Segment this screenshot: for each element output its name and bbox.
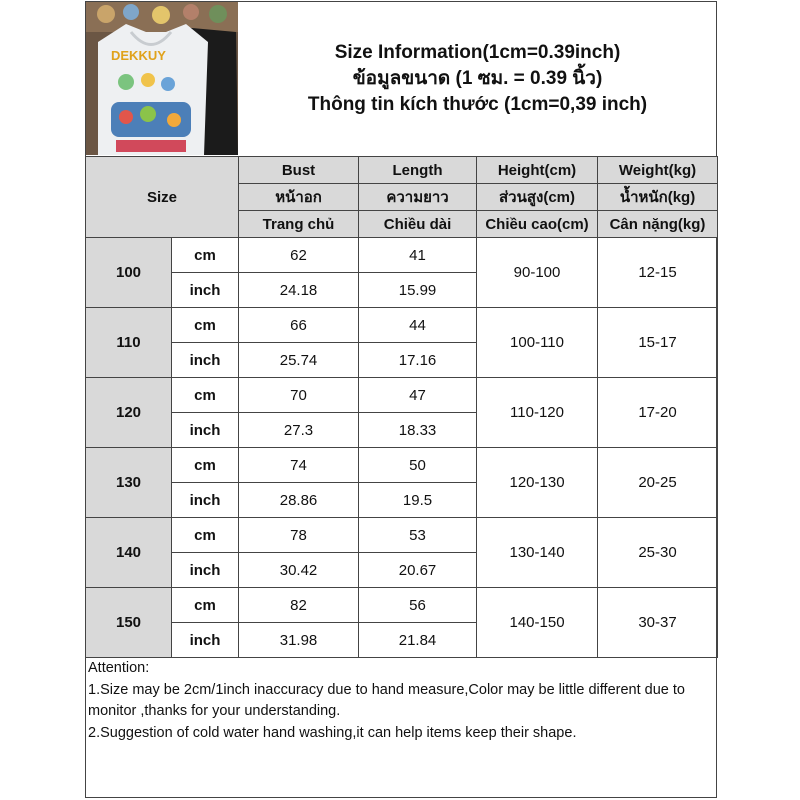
title-vietnamese: Thông tin kích thước (1cm=0,39 inch) (307, 94, 648, 115)
height-range: 100-110 (477, 308, 598, 378)
col-weight-th: น้ำหนัก(kg) (598, 184, 718, 211)
bust-inch: 30.42 (239, 553, 359, 588)
attention-notes (88, 658, 714, 744)
bust-inch: 31.98 (239, 623, 359, 658)
length-inch: 21.84 (359, 623, 477, 658)
col-length-vi: Chiều dài (359, 211, 477, 238)
vest-logo-text: DEKKUY (111, 48, 166, 63)
size-value: 130 (86, 448, 172, 518)
bust-inch: 24.18 (239, 273, 359, 308)
unit-inch: inch (172, 553, 239, 588)
bust-inch: 25.74 (239, 343, 359, 378)
weight-range: 30-37 (598, 588, 718, 658)
bust-cm: 62 (239, 238, 359, 273)
length-cm: 44 (359, 308, 477, 343)
length-cm: 41 (359, 238, 477, 273)
unit-cm: cm (172, 238, 239, 273)
bust-inch: 27.3 (239, 413, 359, 448)
title-thai: ข้อมูลขนาด (1 ซม. = 0.39 นิ้ว) (352, 68, 603, 89)
bust-cm: 70 (239, 378, 359, 413)
table-row (86, 378, 718, 413)
kids-vest-photo-icon (86, 2, 238, 155)
col-weight-vi: Cân nặng(kg) (598, 211, 718, 238)
length-inch: 19.5 (359, 483, 477, 518)
header-row-en (86, 157, 718, 184)
size-value: 100 (86, 238, 172, 308)
col-height-th: ส่วนสูง(cm) (477, 184, 598, 211)
length-cm: 50 (359, 448, 477, 483)
unit-inch: inch (172, 273, 239, 308)
length-inch: 15.99 (359, 273, 477, 308)
product-photo (86, 2, 238, 155)
size-value: 150 (86, 588, 172, 658)
size-value: 140 (86, 518, 172, 588)
note-line-2: 2.Suggestion of cold water hand washing,it can help items keep their shape. (88, 724, 577, 741)
length-cm: 53 (359, 518, 477, 553)
height-range: 120-130 (477, 448, 598, 518)
col-bust-en: Bust (239, 157, 359, 184)
table-row (86, 588, 718, 623)
unit-cm: cm (172, 308, 239, 343)
height-range: 130-140 (477, 518, 598, 588)
col-length-en: Length (359, 157, 477, 184)
size-value: 110 (86, 308, 172, 378)
length-inch: 18.33 (359, 413, 477, 448)
col-weight-en: Weight(kg) (598, 157, 718, 184)
bust-cm: 74 (239, 448, 359, 483)
table-row (86, 238, 718, 273)
table-row (86, 448, 718, 483)
table-row (86, 518, 718, 553)
unit-cm: cm (172, 518, 239, 553)
col-height-en: Height(cm) (477, 157, 598, 184)
size-table (85, 156, 718, 658)
col-height-vi: Chiều cao(cm) (477, 211, 598, 238)
unit-inch: inch (172, 413, 239, 448)
unit-inch: inch (172, 343, 239, 378)
bust-cm: 66 (239, 308, 359, 343)
height-range: 90-100 (477, 238, 598, 308)
size-header: Size (86, 157, 239, 238)
length-cm: 56 (359, 588, 477, 623)
bust-cm: 82 (239, 588, 359, 623)
weight-range: 12-15 (598, 238, 718, 308)
weight-range: 15-17 (598, 308, 718, 378)
size-value: 120 (86, 378, 172, 448)
size-info-title (239, 2, 716, 156)
unit-cm: cm (172, 448, 239, 483)
table-row (86, 308, 718, 343)
length-inch: 20.67 (359, 553, 477, 588)
length-inch: 17.16 (359, 343, 477, 378)
weight-range: 17-20 (598, 378, 718, 448)
note-line-1: 1.Size may be 2cm/1inch inaccuracy due to hand measure,Color may be little different due to monitor ,thanks for your understanding. (88, 681, 685, 719)
weight-range: 25-30 (598, 518, 718, 588)
unit-inch: inch (172, 483, 239, 518)
col-length-th: ความยาว (359, 184, 477, 211)
col-bust-vi: Trang chủ (239, 211, 359, 238)
title-english: Size Information(1cm=0.39inch) (334, 42, 621, 63)
length-cm: 47 (359, 378, 477, 413)
bust-inch: 28.86 (239, 483, 359, 518)
height-range: 140-150 (477, 588, 598, 658)
weight-range: 20-25 (598, 448, 718, 518)
unit-cm: cm (172, 378, 239, 413)
col-bust-th: หน้าอก (239, 184, 359, 211)
notes-heading: Attention: (88, 660, 150, 676)
bust-cm: 78 (239, 518, 359, 553)
unit-inch: inch (172, 623, 239, 658)
unit-cm: cm (172, 588, 239, 623)
height-range: 110-120 (477, 378, 598, 448)
